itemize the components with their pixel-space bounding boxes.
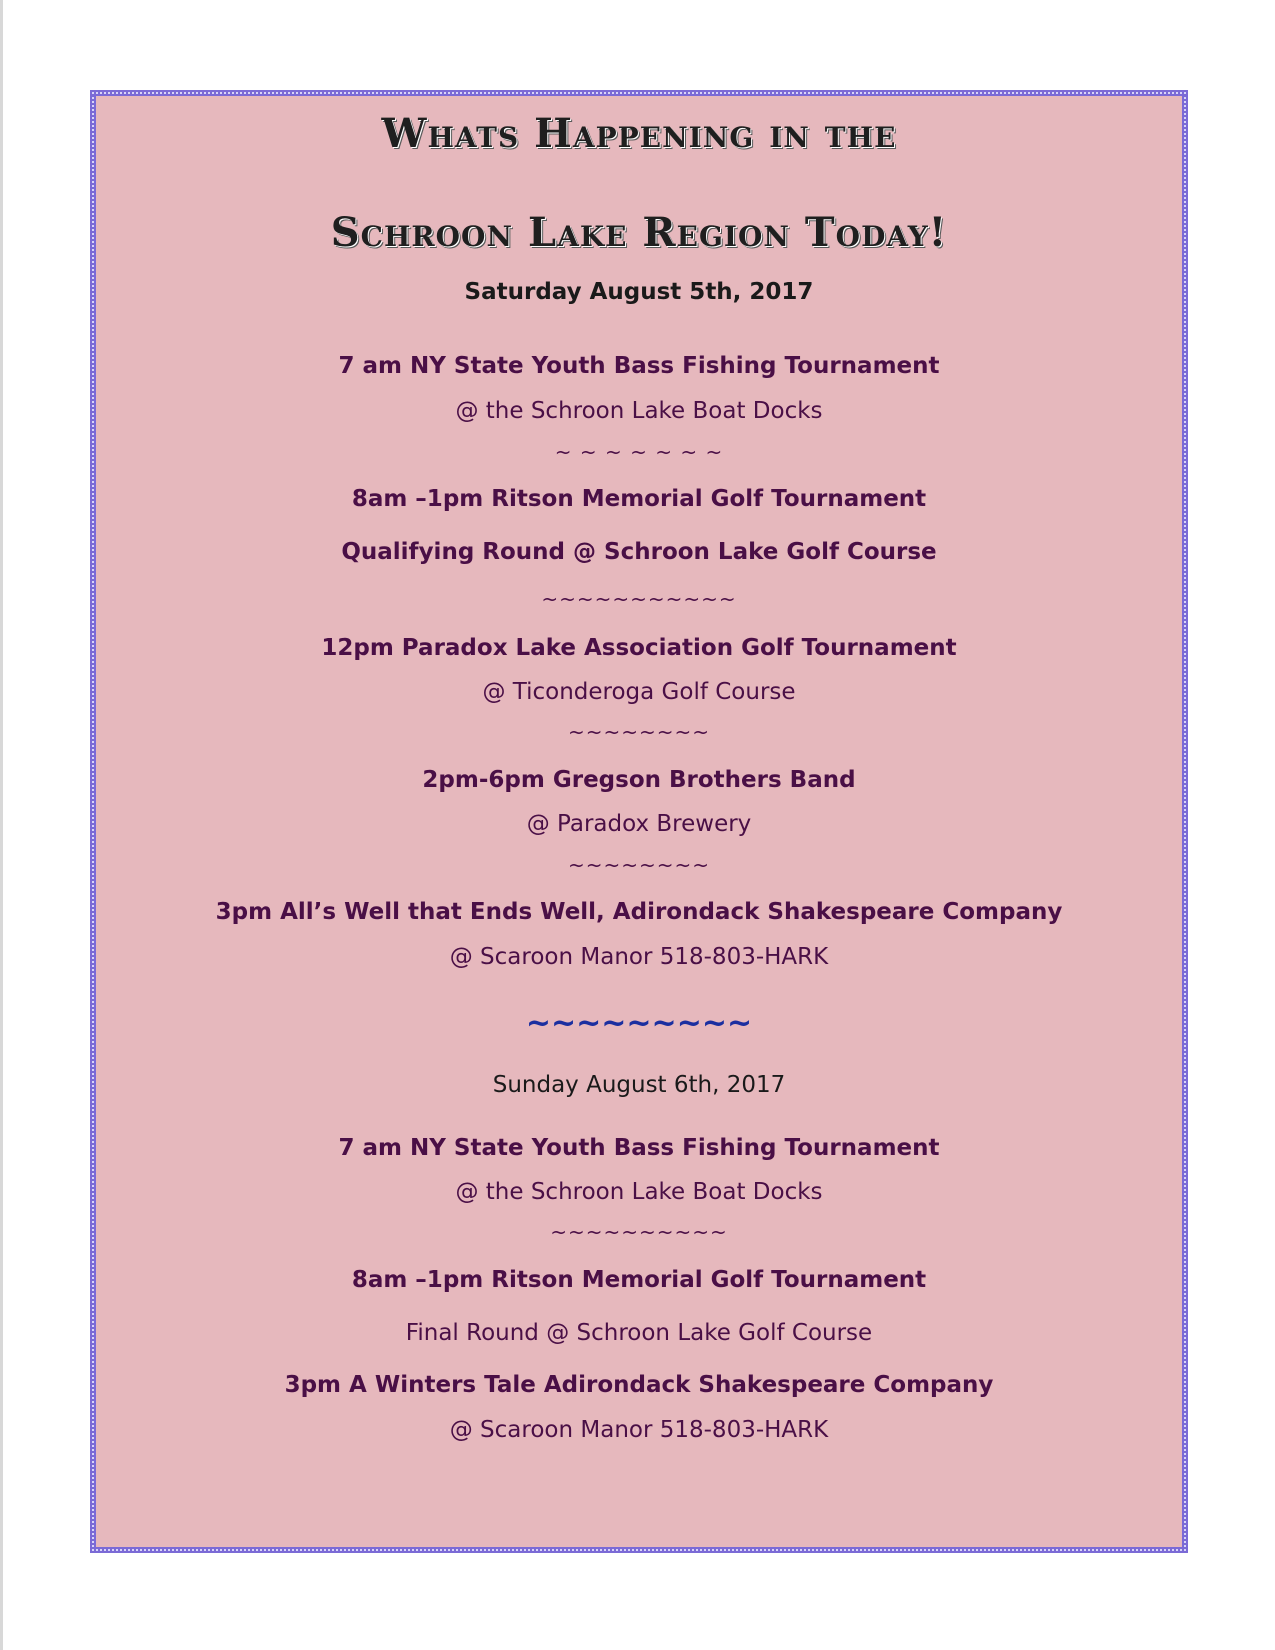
sunday-event-1-venue: @ the Schroon Lake Boat Docks [455,1179,823,1205]
section-divider: ~~~~~~~~~ [525,1006,753,1041]
saturday-event-1-venue: @ the Schroon Lake Boat Docks [455,398,823,424]
saturday-event-1-title: 7 am NY State Youth Bass Fishing Tournament [338,353,940,379]
sunday-event-2-venue: Final Round @ Schroon Lake Golf Course [405,1320,873,1346]
sunday-event-2-title: 8am –1pm Ritson Memorial Golf Tournament [351,1267,927,1293]
saturday-date: Saturday August 5th, 2017 [464,279,814,305]
saturday-event-4-title: 2pm-6pm Gregson Brothers Band [422,767,856,793]
saturday-event-3-title: 12pm Paradox Lake Association Golf Tournament [321,635,957,661]
saturday-event-5-venue: @ Scaroon Manor 518-803-HARK [449,944,829,970]
saturday-divider-3: ~~~~~~~~ [567,720,711,744]
sunday-divider-1: ~~~~~~~~~~ [550,1220,728,1244]
sunday-event-1-title: 7 am NY State Youth Bass Fishing Tournament [338,1135,940,1161]
saturday-event-3-venue: @ Ticonderoga Golf Course [482,679,796,705]
saturday-event-4-venue: @ Paradox Brewery [526,811,752,837]
sunday-event-3-title: 3pm A Winters Tale Adirondack Shakespeare Company [284,1372,994,1398]
saturday-event-5-title: 3pm All’s Well that Ends Well, Adirondack Shakespeare Company [215,899,1063,925]
title-line-2: Schroon Lake Region Today! [330,209,948,256]
flyer-content [96,96,1182,1547]
saturday-divider-2: ~~~~~~~~~~~ [541,587,737,611]
sunday-event-3-venue: @ Scaroon Manor 518-803-HARK [449,1417,829,1443]
sunday-date: Sunday August 6th, 2017 [492,1072,786,1098]
page-left-rule [0,0,3,1650]
saturday-event-2-venue: Qualifying Round @ Schroon Lake Golf Course [341,539,937,565]
saturday-divider-4: ~~~~~~~~ [567,853,711,877]
title-line-1: Whats Happening in the [381,110,897,157]
saturday-event-2-title: 8am –1pm Ritson Memorial Golf Tournament [351,486,927,512]
saturday-divider-1: ~ ~ ~ ~ ~ ~ ~ [554,440,724,464]
